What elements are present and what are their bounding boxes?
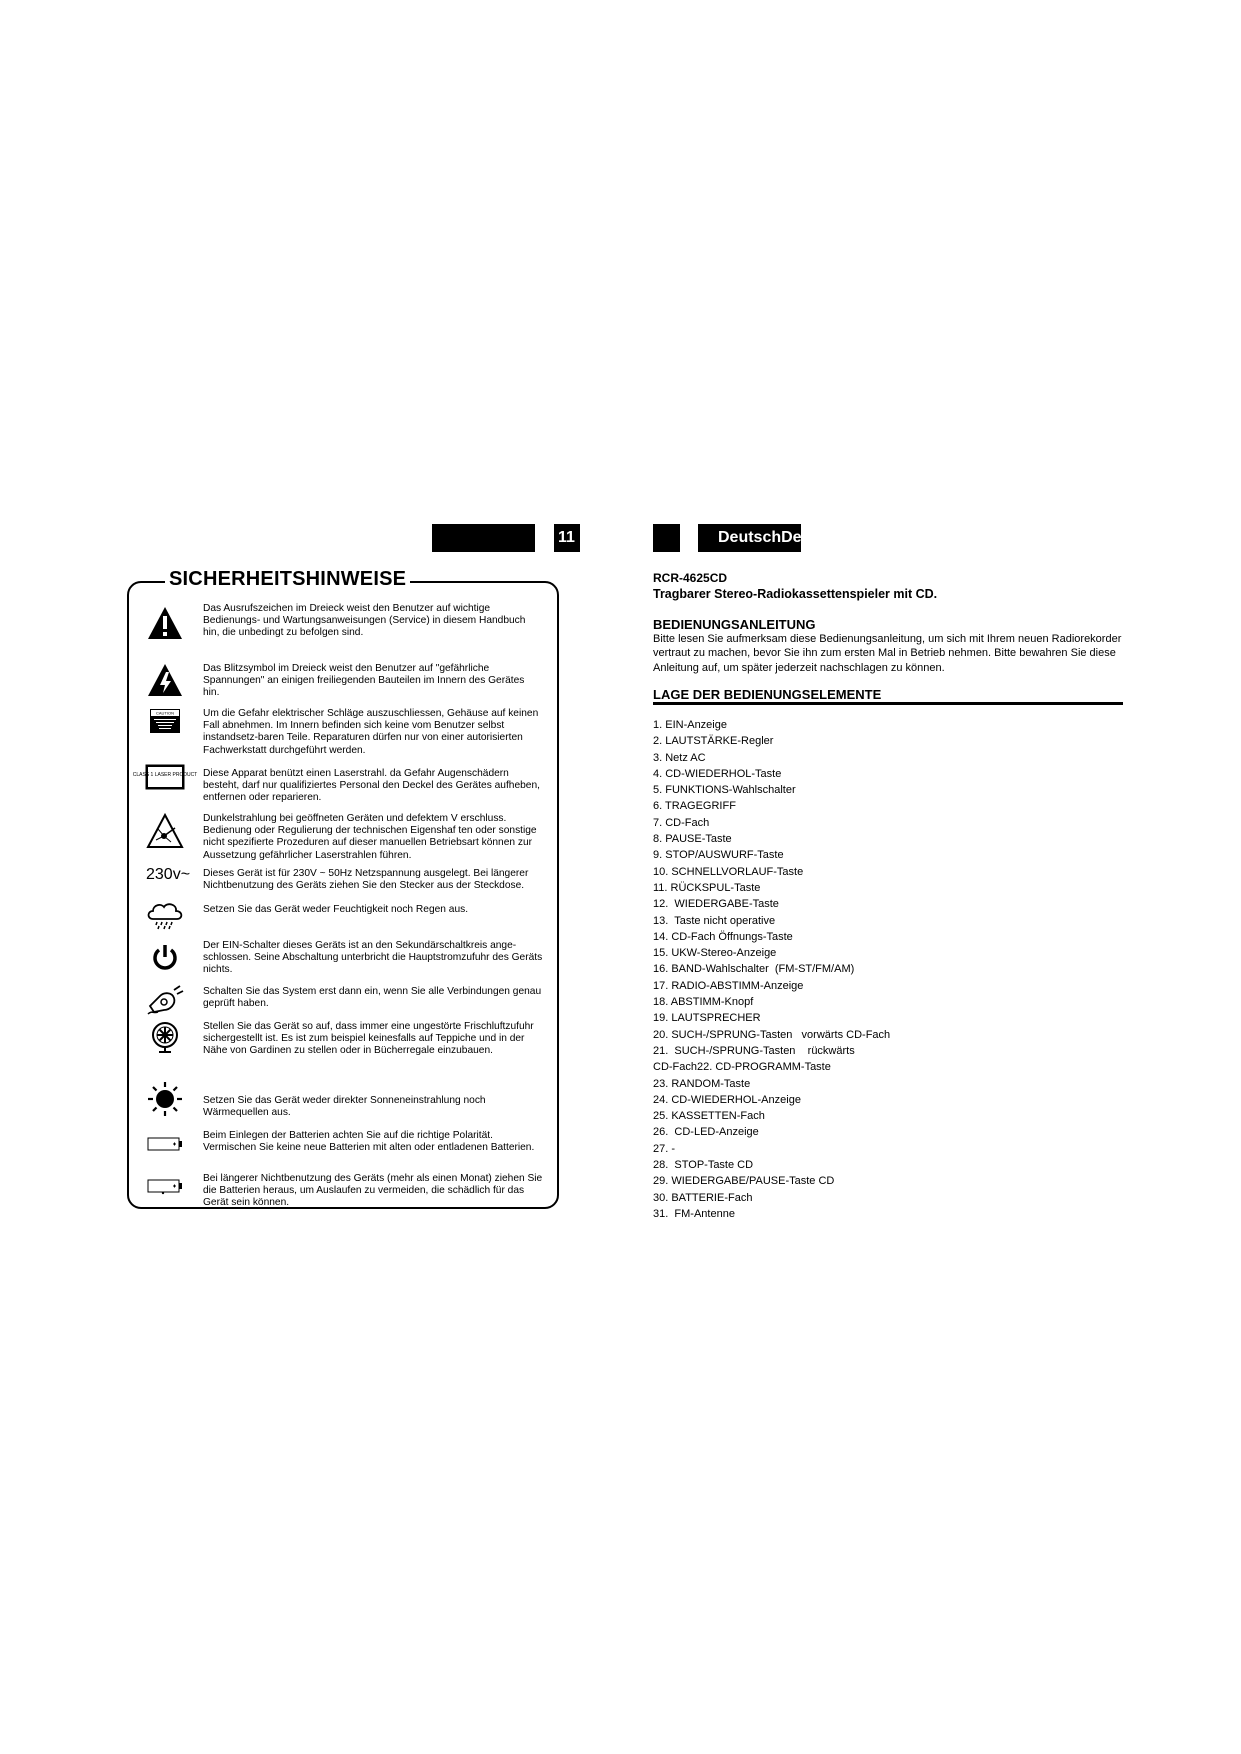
plug-connection-icon xyxy=(145,984,185,1016)
list-item: 29. WIEDERGABE/PAUSE-Taste CD xyxy=(653,1175,835,1188)
safety-title: SICHERHEITSHINWEISE xyxy=(165,568,410,591)
safety-text-8: Der EIN-Schalter dieses Geräts ist an den Sekundärschaltkreis ange-schlossen. Seine Abschaltung unterbricht die Hauptstromzufuhr des Geräts nichts. xyxy=(203,940,543,976)
fan-ventilation-icon xyxy=(145,1020,185,1054)
safety-text-6: Dieses Gerät ist für 230V ~ 50Hz Netzspannung ausgelegt. Bei längerer Nichtbenutzung des Geräts ziehen Sie den Stecker aus der Steckdose. xyxy=(203,868,529,892)
manual-heading: BEDIENUNGSANLEITUNG xyxy=(653,617,816,632)
list-item: 3. Netz AC xyxy=(653,751,706,764)
class1-laser-label-icon xyxy=(132,762,198,792)
battery-icon xyxy=(145,1134,185,1154)
caution-label-text: CAUTION xyxy=(156,710,174,716)
safety-text-2: Das Blitzsymbol im Dreieck weist den Benutzer auf "gefährliche Spannungen" an einigen freiliegenden Bauteilen im Innern des Gerätes hin. xyxy=(203,663,525,699)
list-item: 20. SUCH-/SPRUNG-Tasten vorwärts CD-Fach xyxy=(653,1028,891,1041)
list-item: 25. KASSETTEN-Fach xyxy=(653,1110,765,1123)
list-item: 4. CD-WIEDERHOL-Taste xyxy=(653,767,782,780)
list-item: 26. CD-LED-Anzeige xyxy=(653,1126,759,1139)
safety-text-5: Dunkelstrahlung bei geöffneten Geräten und defektem V erschluss. Bedienung oder Regulierung der technischen Eigenshaf ten oder sonstige nicht spezifierte Prozeduren auf dieser manuellen Betriebsart können zur Aussetzung gefährlicher Laserstrahlen führen. xyxy=(203,813,537,861)
laser-warning-triangle-icon xyxy=(145,811,185,851)
power-symbol-icon xyxy=(145,940,185,974)
safety-text-1: Das Ausrufszeichen im Dreieck weist den Benutzer auf wichtige Bedienungs- und Wartungsanweisungen (Service) in diesem Handbuch hin, die unbedingt zu befolgen sind. xyxy=(203,603,526,639)
list-item: 23. RANDOM-Taste xyxy=(653,1077,751,1090)
safety-text-10: Stellen Sie das Gerät so auf, dass immer eine ungestörte Frischluftzufuhr sichergestellt ist. Es ist zum beispiel keinesfalls auf Teppiche und in der Nähe von Gardinen zu stellen oder in Bücherregale einzubauen. xyxy=(203,1021,534,1057)
list-item: 1. EIN-Anzeige xyxy=(653,719,727,731)
list-item: 16. BAND-Wahlschalter (FM-ST/FM/AM) xyxy=(653,963,855,976)
list-item: 17. RADIO-ABSTIMM-Anzeige xyxy=(653,979,804,992)
list-item: 18. ABSTIMM-Knopf xyxy=(653,996,754,1009)
list-item: 28. STOP-Taste CD xyxy=(653,1159,754,1172)
manual-intro-text: Bitte lesen Sie aufmerksam diese Bedienungsanleitung, um sich mit Ihrem neuen Radiorekorder vertraut zu machen, bevor Sie ihn zum ersten Mal in Betrieb nehmen. Bitte bewahren Sie diese Anleitung auf, um später jederzeit nachschlagen zu können. xyxy=(653,633,1122,674)
list-item: CD-Fach22. CD-PROGRAMM-Taste xyxy=(653,1061,831,1074)
list-item: 24. CD-WIEDERHOL-Anzeige xyxy=(653,1093,801,1106)
voltage-230v-icon: 230v~ xyxy=(146,866,191,883)
header-bar-left xyxy=(432,524,535,552)
safety-text-7: Setzen Sie das Gerät weder Feuchtigkeit noch Regen aus. xyxy=(203,904,469,915)
battery-icon xyxy=(145,1176,185,1196)
safety-text-4: Diese Apparat benützt einen Laserstrahl. da Gefahr Augenschädern besteht, darf nur qualifiziertes Personal den Deckel des Gerätes aufheben, entfernen oder reparieren. xyxy=(203,768,540,804)
controls-heading-rule xyxy=(653,702,1123,705)
list-item: 12. WIEDERGABE-Taste xyxy=(653,898,779,911)
caution-label-icon xyxy=(145,707,185,735)
list-item: 11. RÜCKSPUL-Taste xyxy=(653,881,761,894)
list-item: 10. SCHNELLVORLAUF-Taste xyxy=(653,865,804,878)
list-item: 15. UKW-Stereo-Anzeige xyxy=(653,947,777,960)
laser-label-text: CLASS 1 LASER PRODUCT xyxy=(132,772,198,778)
safety-text-9: Schalten Sie das System erst dann ein, wenn Sie alle Verbindungen genau geprüft haben. xyxy=(203,986,542,1010)
safety-text-11: Setzen Sie das Gerät weder direkter Sonneneinstrahlung noch Wärmequellen aus. xyxy=(203,1095,486,1119)
list-item: 14. CD-Fach Öffnungs-Taste xyxy=(653,930,793,943)
header-bar-square xyxy=(653,524,680,552)
list-item: 27. - xyxy=(653,1142,676,1155)
list-item: 19. LAUTSPRECHER xyxy=(653,1012,761,1025)
exclamation-triangle-icon xyxy=(145,603,185,643)
safety-text-13: Bei längerer Nichtbenutzung des Geräts (mehr als einen Monat) ziehen Sie die Batterien heraus, um Auslaufen zu vermeiden, die schädlich für das Gerät sein können. xyxy=(203,1173,543,1209)
language-label: DeutschDe xyxy=(698,524,801,552)
list-item: 2. LAUTSTÄRKE-Regler xyxy=(653,735,774,748)
list-item: 31. FM-Antenne xyxy=(653,1207,735,1220)
controls-heading: LAGE DER BEDIENUNGSELEMENTE xyxy=(653,687,882,702)
list-item: 30. BATTERIE-Fach xyxy=(653,1191,753,1204)
list-item: 6. TRAGEGRIFF xyxy=(653,800,736,813)
model-number: RCR-4625CD xyxy=(653,571,728,585)
list-item: 5. FUNKTIONS-Wahlschalter xyxy=(653,784,796,797)
rain-cloud-icon xyxy=(145,900,185,932)
controls-list xyxy=(653,717,890,1222)
list-item: 8. PAUSE-Taste xyxy=(653,833,732,846)
safety-text-12: Beim Einlegen der Batterien achten Sie auf die richtige Polarität. Vermischen Sie keine neue Batterien mit alten oder entladenen Batterien. xyxy=(203,1130,535,1154)
list-item: 9. STOP/AUSWURF-Taste xyxy=(653,849,784,862)
list-item: 7. CD-Fach xyxy=(653,816,710,829)
page-number: 11 xyxy=(554,524,580,552)
list-item: 13. Taste nicht operative xyxy=(653,914,776,927)
sun-icon xyxy=(145,1080,185,1118)
safety-text-3: Um die Gefahr elektrischer Schläge auszuschliessen, Gehäuse auf keinen Fall abnehmen. Im Innern befinden sich keine vom Benutzer selbst instandsetz-baren Teile. Reparaturen dürfen nur von einer autorisierten Fachwerkstatt durchgeführt werden. xyxy=(203,708,539,756)
lightning-triangle-icon xyxy=(145,660,185,700)
list-item: 21. SUCH-/SPRUNG-Tasten rückwärts xyxy=(653,1044,855,1057)
product-subtitle: Tragbarer Stereo-Radiokassettenspieler mit CD. xyxy=(653,587,938,601)
